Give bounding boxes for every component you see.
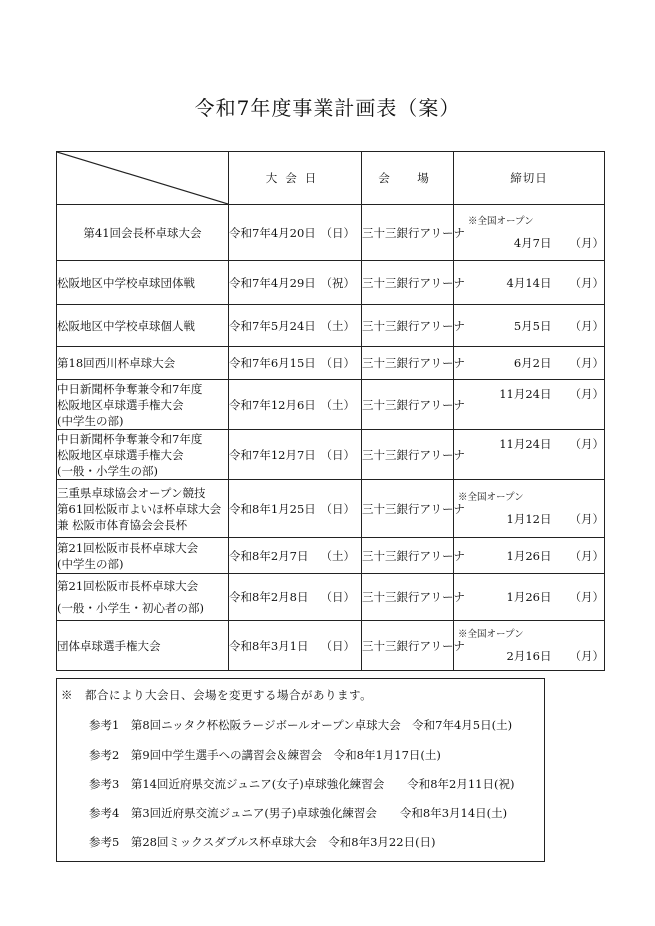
event-name: 第21回松阪市長杯卓球大会 (一般・小学生・初心者の部): [57, 574, 229, 621]
notes-box: [56, 678, 545, 862]
table-row: [57, 261, 605, 305]
deadline-cell: ※全国オープン 2月16日 （月）: [454, 621, 605, 671]
event-date: 令和8年1月25日 （日）: [229, 480, 362, 538]
diagonal-header-cell: [57, 152, 229, 205]
event-date: 令和7年12月6日 （土）: [229, 380, 362, 430]
event-name: 松阪地区中学校卓球個人戦: [57, 305, 229, 347]
deadline-cell: 11月24日 （月）: [454, 430, 605, 480]
event-name: 中日新聞杯争奪兼令和7年度 松阪地区卓球選手権大会 (中学生の部): [57, 380, 229, 430]
note-open: ※全国オープン: [458, 628, 524, 640]
table-row: [57, 430, 605, 480]
table-row: [57, 538, 605, 574]
header-venue: 会 場: [362, 152, 454, 205]
table-row: [57, 380, 605, 430]
schedule-table: [56, 151, 605, 671]
reference-item: 参考3 第14回近府県交流ジュニア(女子)卓球強化練習会 令和8年2月11日(祝): [89, 777, 515, 791]
event-venue: 三十三銀行アリーナ: [362, 538, 454, 574]
deadline-cell: 5月5日 （月）: [454, 305, 605, 347]
event-date: 令和7年4月29日 （祝）: [229, 261, 362, 305]
header-date: 大会日: [229, 152, 362, 205]
reference-item: 参考5 第28回ミックスダブルス杯卓球大会 令和8年3月22日(日): [89, 835, 436, 849]
note-open: ※全国オープン: [468, 215, 534, 227]
event-venue: 三十三銀行アリーナ: [362, 430, 454, 480]
event-date: 令和7年5月24日 （土）: [229, 305, 362, 347]
event-name: 第41回会長杯卓球大会: [57, 205, 229, 261]
event-date: 令和8年2月8日 （日）: [229, 574, 362, 621]
table-row: [57, 305, 605, 347]
table-row: [57, 480, 605, 538]
page-title: 令和7年度事業計画表（案）: [194, 96, 461, 120]
event-name: 第18回西川杯卓球大会: [57, 347, 229, 380]
table-row: [57, 347, 605, 380]
event-date: 令和7年4月20日 （日）: [229, 205, 362, 261]
event-venue: 三十三銀行アリーナ: [362, 380, 454, 430]
event-name: 中日新聞杯争奪兼令和7年度 松阪地区卓球選手権大会 (一般・小学生の部): [57, 430, 229, 480]
deadline-cell: ※全国オープン 4月7日 （月）: [454, 205, 605, 261]
event-name: 松阪地区中学校卓球団体戦: [57, 261, 229, 305]
event-venue: 三十三銀行アリーナ: [362, 347, 454, 380]
event-date: 令和7年12月7日 （日）: [229, 430, 362, 480]
notes-main: ※ 都合により大会日、会場を変更する場合があります。: [61, 688, 373, 702]
table-row: [57, 621, 605, 671]
deadline-cell: ※全国オープン 1月12日 （月）: [454, 480, 605, 538]
event-venue: 三十三銀行アリーナ: [362, 305, 454, 347]
event-venue: 三十三銀行アリーナ: [362, 480, 454, 538]
event-venue: 三十三銀行アリーナ: [362, 621, 454, 671]
table-header-row: [57, 152, 605, 205]
header-deadline: 締切日: [454, 152, 605, 205]
diagonal-line: [57, 152, 228, 204]
event-date: 令和8年3月1日 （日）: [229, 621, 362, 671]
deadline-cell: 11月24日 （月）: [454, 380, 605, 430]
event-name: 三重県卓球協会オープン競技 第61回松阪市よいほ杯卓球大会 兼 松阪市体育協会会長杯: [57, 480, 229, 538]
deadline-cell: 1月26日 （月）: [454, 574, 605, 621]
note-open: ※全国オープン: [458, 491, 524, 503]
event-date: 令和7年6月15日 （日）: [229, 347, 362, 380]
table-row: [57, 205, 605, 261]
deadline-cell: 4月14日 （月）: [454, 261, 605, 305]
event-venue: 三十三銀行アリーナ: [362, 205, 454, 261]
event-venue: 三十三銀行アリーナ: [362, 574, 454, 621]
event-name: 団体卓球選手権大会: [57, 621, 229, 671]
reference-item: 参考2 第9回中学生選手への講習会＆練習会 令和8年1月17日(土): [89, 748, 441, 762]
event-venue: 三十三銀行アリーナ: [362, 261, 454, 305]
table-row: [57, 574, 605, 621]
deadline-cell: 6月2日 （月）: [454, 347, 605, 380]
reference-item: 参考4 第3回近府県交流ジュニア(男子)卓球強化練習会 令和8年3月14日(土): [89, 806, 508, 820]
reference-item: 参考1 第8回ニッタク杯松阪ラージボールオープン卓球大会 令和7年4月5日(土): [89, 718, 513, 732]
event-name: 第21回松阪市長杯卓球大会 (中学生の部): [57, 538, 229, 574]
deadline-cell: 1月26日 （月）: [454, 538, 605, 574]
event-date: 令和8年2月7日 （土）: [229, 538, 362, 574]
